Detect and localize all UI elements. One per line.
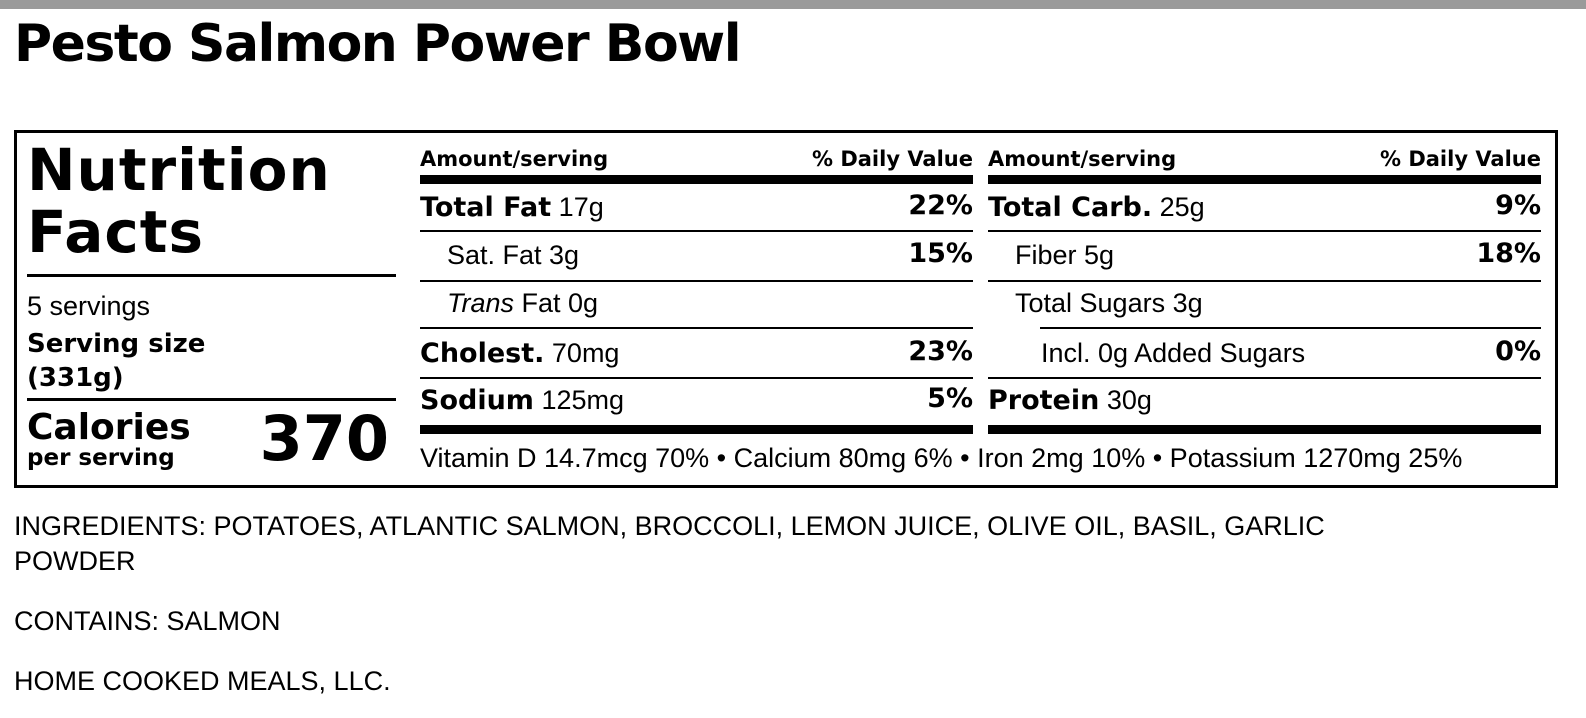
nutrient-row-added-sugars xyxy=(988,330,1541,378)
nutrient-row-trans-fat xyxy=(420,280,973,328)
nutrient-pct: 22% xyxy=(908,190,973,221)
nutrient-name: Cholest. xyxy=(420,338,545,369)
nutrient-row-sat-fat xyxy=(420,232,973,280)
row-divider xyxy=(1040,327,1541,329)
nutrient-amount: 30g xyxy=(1106,385,1152,415)
nutrient-name: Fiber 5g xyxy=(1015,240,1115,270)
nutrient-name-italic: Trans xyxy=(447,288,515,318)
servings-count: 5 servings xyxy=(27,291,151,321)
heading-line-1: Nutrition xyxy=(27,136,331,204)
nutrient-pct: 5% xyxy=(927,383,973,414)
nutrient-amount: 25g xyxy=(1159,192,1205,222)
nutrition-facts-panel xyxy=(14,130,1558,488)
daily-value-header: % Daily Value xyxy=(1379,147,1541,171)
nutrient-amount: 70mg xyxy=(551,338,620,368)
calories-label: Calories xyxy=(27,407,191,448)
serving-divider xyxy=(27,398,396,401)
nutrient-name: Total Fat xyxy=(420,192,552,223)
ingredients-line-2: POWDER xyxy=(14,546,136,576)
nutrient-row-sodium xyxy=(420,377,973,425)
calories-value: 370 xyxy=(259,402,389,475)
nutrient-name: Sodium xyxy=(420,385,534,416)
nutrient-name: Sat. Fat 3g xyxy=(447,240,580,270)
nutrient-pct: 18% xyxy=(1476,238,1541,269)
nutrient-name: Fat 0g xyxy=(521,288,599,318)
recipe-title: Pesto Salmon Power Bowl xyxy=(14,14,741,74)
heading-line-2: Facts xyxy=(27,198,204,266)
nutrient-row-cholesterol xyxy=(420,330,973,378)
nutrient-row-total-carb xyxy=(988,184,1541,232)
nutrition-facts-heading xyxy=(27,136,397,266)
nutrient-name: Protein xyxy=(988,385,1100,416)
daily-value-header: % Daily Value xyxy=(811,147,973,171)
nutrient-row-fiber xyxy=(988,232,1541,280)
nutrient-amount: 17g xyxy=(558,192,604,222)
company-name: HOME COOKED MEALS, LLC. xyxy=(14,666,391,696)
vitamins-minerals-line: Vitamin D 14.7mcg 70% • Calcium 80mg 6% • Iron 2mg 10% • Potassium 1270mg 25% xyxy=(420,443,1463,473)
serving-size-value: (331g) xyxy=(27,363,124,393)
heading-divider xyxy=(27,274,396,277)
nutrient-pct: 0% xyxy=(1495,336,1541,367)
nutrient-pct: 23% xyxy=(908,336,973,367)
calories-per-serving: per serving xyxy=(27,445,175,471)
serving-size xyxy=(27,327,267,395)
nutrient-amount: 125mg xyxy=(541,385,625,415)
nutrient-name: Incl. 0g Added Sugars xyxy=(1041,338,1306,368)
bottom-thick-rule xyxy=(988,425,1541,434)
header-thick-rule xyxy=(988,175,1541,184)
nutrient-row-total-fat xyxy=(420,184,973,232)
column-header xyxy=(988,147,1541,175)
header-thick-rule xyxy=(420,175,973,184)
column-header xyxy=(420,147,973,175)
nutrient-column-right xyxy=(988,133,1541,433)
top-bar xyxy=(0,0,1586,9)
nutrient-row-total-sugars xyxy=(988,280,1541,328)
nutrient-pct: 9% xyxy=(1495,190,1541,221)
amount-header: Amount/serving xyxy=(420,147,609,171)
nutrient-pct: 15% xyxy=(908,238,973,269)
nutrient-row-protein xyxy=(988,377,1541,425)
nutrient-column-left xyxy=(420,133,973,433)
nutrient-name: Total Carb. xyxy=(988,192,1153,223)
row-divider xyxy=(420,327,973,329)
ingredients-line-1: INGREDIENTS: POTATOES, ATLANTIC SALMON, BROCCOLI, LEMON JUICE, OLIVE OIL, BASIL, GARLIC xyxy=(14,511,1325,541)
allergen-contains: CONTAINS: SALMON xyxy=(14,606,281,636)
bottom-thick-rule xyxy=(420,425,973,434)
nutrient-name: Total Sugars 3g xyxy=(1015,288,1203,318)
amount-header: Amount/serving xyxy=(988,147,1177,171)
serving-size-label: Serving size xyxy=(27,329,206,359)
